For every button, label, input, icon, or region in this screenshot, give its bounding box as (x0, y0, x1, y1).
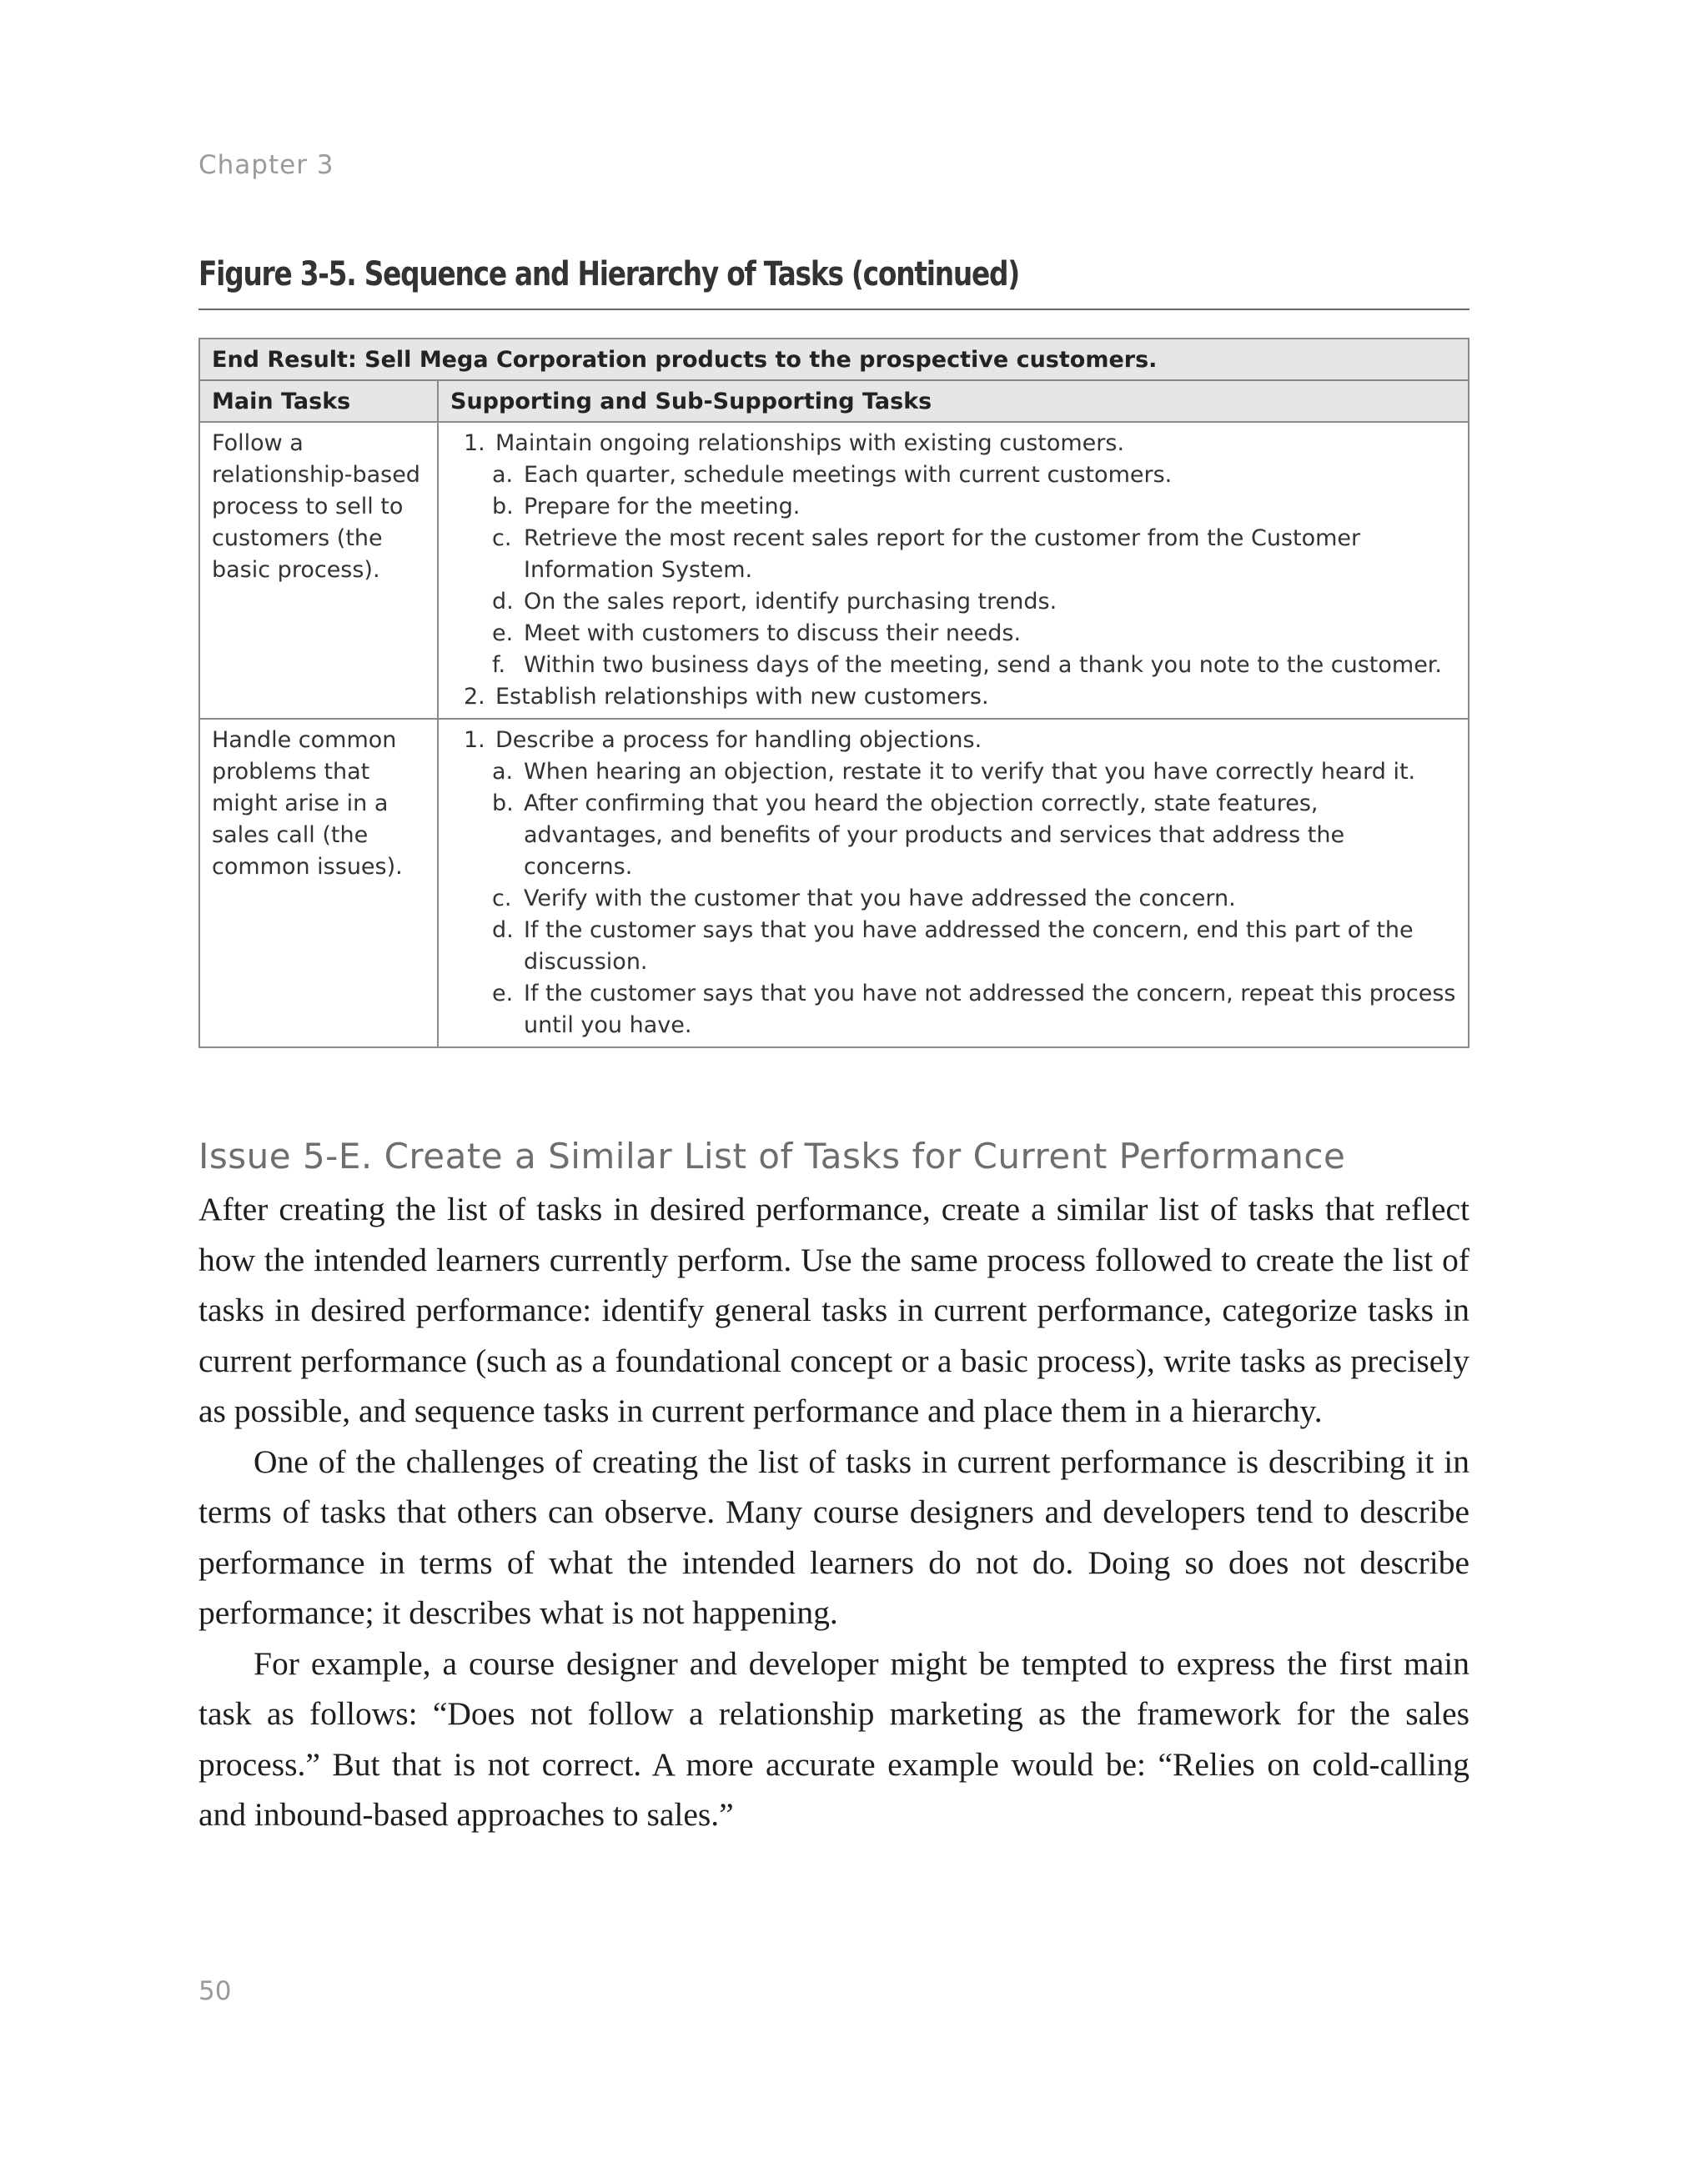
sub-task-letter: a. (492, 462, 514, 488)
task-hierarchy-table (198, 338, 1469, 1048)
sub-task-letter: f. (492, 652, 506, 678)
figure-title-rule (198, 309, 1469, 310)
sub-task (464, 459, 1456, 491)
sub-task-letter: b. (492, 494, 514, 519)
sub-task-letter: e. (492, 981, 514, 1006)
sub-task (464, 650, 1456, 681)
sub-task-text: Verify with the customer that you have addressed the concern. (524, 886, 1236, 911)
end-result-row (199, 339, 1469, 380)
column-header-row (199, 380, 1469, 422)
sub-task (464, 618, 1456, 650)
sub-task (464, 756, 1456, 788)
sub-task (464, 978, 1456, 1041)
sub-task-letter: c. (492, 886, 512, 911)
sub-task-letter: d. (492, 917, 514, 943)
supporting-tasks-cell (438, 422, 1469, 719)
sub-task-letter: b. (492, 790, 514, 816)
sub-task-letter: c. (492, 525, 512, 551)
page-number: 50 (198, 1976, 232, 2006)
sub-task-text: Prepare for the meeting. (524, 494, 801, 519)
sub-task-text: If the customer says that you have not addressed the concern, repeat this process until you have. (524, 981, 1456, 1038)
sub-task (464, 788, 1456, 883)
task-number: 2. (464, 684, 485, 710)
sub-task-letter: d. (492, 589, 514, 615)
task-text: Describe a process for handling objections. (495, 727, 982, 753)
running-head: Chapter 3 (198, 150, 334, 180)
sub-task-text: On the sales report, identify purchasing trends. (524, 589, 1057, 615)
table-row (199, 422, 1469, 719)
task-number: 1. (464, 727, 485, 753)
task-text: Maintain ongoing relationships with existing customers. (495, 430, 1125, 456)
section-heading: Issue 5-E. Create a Similar List of Tasks for Current Performance (198, 1136, 1346, 1177)
paragraph: One of the challenges of creating the list of tasks in current performance is describing it in terms of tasks that others can observe. Many course designers and developers tend to describe performance in terms of what the intended learners do not do. Doing so does not describe performance; it describes what is not happening. (198, 1443, 1469, 1631)
numbered-task (464, 725, 1456, 756)
sub-task (464, 523, 1456, 586)
sub-task-text: After confirming that you heard the objection correctly, state features, advantages, and benefits of your products and services that address the concerns. (524, 790, 1345, 880)
sub-task-text: Retrieve the most recent sales report for the customer from the Customer Information System. (524, 525, 1361, 583)
task-text: Establish relationships with new customers. (495, 684, 989, 710)
sub-task-text: Meet with customers to discuss their needs. (524, 620, 1022, 646)
supporting-tasks-header: Supporting and Sub-Supporting Tasks (438, 380, 1469, 422)
paragraph: For example, a course designer and developer might be tempted to express the first main task as follows: “Does not follow a relationship marketing as the framework for the sales process.” But that is not correct. A more accurate example would be: “Relies on cold-calling and inbound-based approaches to sales.” (198, 1644, 1469, 1833)
main-task-cell: Follow a relationship-based process to sell to customers (the basic process). (199, 422, 438, 719)
sub-task-text: If the customer says that you have addressed the concern, end this part of the discussion. (524, 917, 1414, 975)
sub-task (464, 915, 1456, 978)
sub-task-letter: e. (492, 620, 514, 646)
sub-task (464, 883, 1456, 915)
numbered-task (464, 681, 1456, 713)
sub-task-text: When hearing an objection, restate it to verify that you have correctly heard it. (524, 759, 1416, 785)
table-row (199, 719, 1469, 1047)
sub-task (464, 586, 1456, 618)
task-number: 1. (464, 430, 485, 456)
sub-task (464, 491, 1456, 523)
end-result-header: End Result: Sell Mega Corporation products to the prospective customers. (199, 339, 1469, 380)
main-task-cell: Handle common problems that might arise in a sales call (the common issues). (199, 719, 438, 1047)
paragraph: After creating the list of tasks in desired performance, create a similar list of tasks that reflect how the intended learners currently perform. Use the same process followed to create the list of tasks in desired performance: identify general tasks in current performance, categorize tasks in current performance (such as a foundational concept or a basic process), write tasks as precisely as possible, and sequence tasks in current performance and place them in a hierarchy. (198, 1191, 1469, 1429)
supporting-tasks-cell (438, 719, 1469, 1047)
sub-task-letter: a. (492, 759, 514, 785)
body-text (198, 1184, 1469, 1840)
numbered-task (464, 428, 1456, 459)
figure-title: Figure 3-5. Sequence and Hierarchy of Tasks (continued) (198, 255, 1020, 294)
main-tasks-header: Main Tasks (199, 380, 438, 422)
sub-task-text: Each quarter, schedule meetings with current customers. (524, 462, 1173, 488)
sub-task-text: Within two business days of the meeting, send a thank you note to the customer. (524, 652, 1443, 678)
